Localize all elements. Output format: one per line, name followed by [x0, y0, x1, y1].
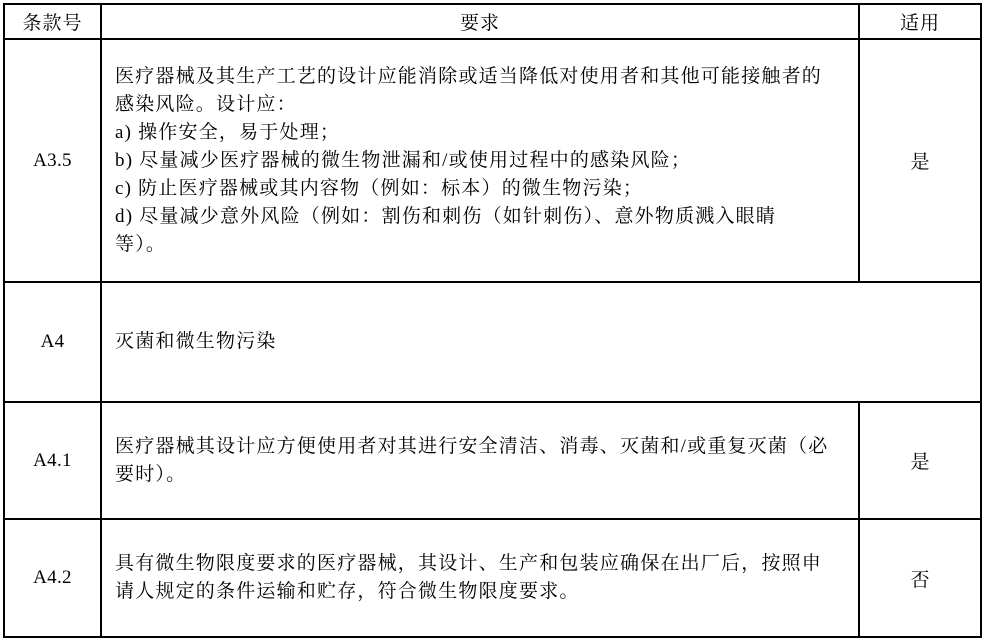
requirement-cell-merged — [101, 282, 981, 402]
clause-cell: A4 — [4, 282, 101, 402]
requirement-line: b) 尽量减少医疗器械的微生物泄漏和/或使用过程中的感染风险； — [115, 149, 692, 171]
requirement-line: 要时）。 — [115, 463, 187, 485]
requirement-line: d) 尽量减少意外风险（例如：割伤和刺伤（如针刺伤）、意外物质溅入眼睛 — [115, 205, 777, 227]
requirement-line: 等）。 — [115, 233, 167, 255]
table-row-a4 — [4, 282, 981, 402]
requirement-cell — [101, 519, 859, 637]
applicable-cell: 是 — [859, 39, 981, 282]
requirement-cell — [101, 39, 859, 282]
applicable-cell: 否 — [859, 519, 981, 637]
table-header-row — [4, 4, 981, 39]
requirement-line: 感染风险。设计应： — [115, 93, 297, 115]
clause-cell: A4.2 — [4, 519, 101, 637]
requirement-line: a) 操作安全，易于处理； — [115, 121, 341, 143]
col-header-applicable: 适用 — [859, 4, 981, 39]
table-row-a3-5 — [4, 39, 981, 282]
requirement-line: 医疗器械及其生产工艺的设计应能消除或适当降低对使用者和其他可能接触者的 — [115, 65, 823, 87]
requirement-cell — [101, 402, 859, 519]
requirements-table — [3, 3, 982, 638]
applicable-cell: 是 — [859, 402, 981, 519]
clause-cell: A3.5 — [4, 39, 101, 282]
requirement-line: 请人规定的条件运输和贮存，符合微生物限度要求。 — [115, 581, 580, 602]
table-row-a4-1 — [4, 402, 981, 519]
requirement-line: 灭菌和微生物污染 — [115, 331, 277, 352]
table-row-a4-2 — [4, 519, 981, 637]
requirement-line: 医疗器械其设计应方便使用者对其进行安全清洁、消毒、灭菌和/或重复灭菌（必 — [115, 435, 829, 457]
clause-cell: A4.1 — [4, 402, 101, 519]
requirement-line: c) 防止医疗器械或其内容物（例如：标本）的微生物污染； — [115, 177, 644, 199]
requirement-line: 具有微生物限度要求的医疗器械，其设计、生产和包装应确保在出厂后，按照申 — [115, 553, 823, 574]
col-header-requirement: 要求 — [101, 4, 859, 39]
col-header-clause: 条款号 — [4, 4, 101, 39]
